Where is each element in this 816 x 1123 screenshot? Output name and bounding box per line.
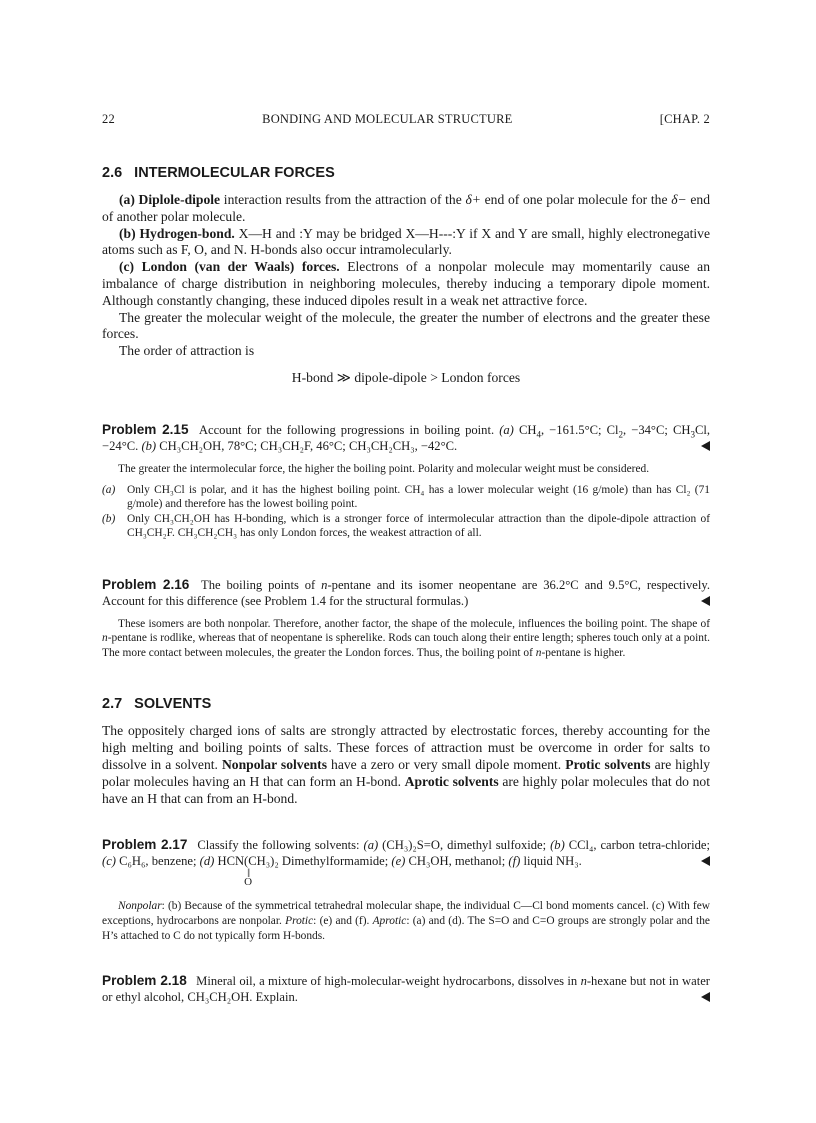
problem-2-15-statement: Problem 2.15 Account for the following progressions in boiling point. (a) $CH_4$, −161.5°C; $Cl_2$, −34°C; $CH_3Cl$, −24°C. (b) CH₃CH₂OH, 78°C; CH₃CH₂F, 46°C; CH₃CH₂CH₃, −42°C. bbox=[102, 421, 711, 453]
list-item: (b) Only CH₃CH₂OH has H-bonding, which is a stronger force of intermolecular attraction than the dipole-dipole attraction of CH₃CH₂F. CH₃CH₂CH₃ has only London forces, the weakest attraction of all. bbox=[102, 512, 710, 539]
problem-2-16-statement: Problem 2.16 The boiling points of n-pentane and its isomer neopentane are 36.2°C and 9.5°C, respectively. Account for this difference (see Problem 1.4 for the structural formulas.) bbox=[102, 576, 711, 608]
problem-end-marker-icon bbox=[701, 441, 710, 451]
problem-2-18-statement: Problem 2.18 Mineral oil, a mixture of high-molecular-weight hydrocarbons, dissolves in n-hexane but not in water or ethyl alcohol, CH₃CH₂OH. Explain. bbox=[102, 973, 710, 1005]
chapter-label: [CHAP. 2 bbox=[659, 112, 710, 126]
order-of-attraction: H-bond ≫ dipole-dipole > London forces bbox=[291, 369, 521, 385]
paragraph-dipole: (a) Diplole-dipole interaction results from the attraction of the δ+ end of one polar molecule for the δ− end of another polar molecule. bbox=[102, 192, 711, 224]
problem-end-marker-icon bbox=[701, 992, 710, 1002]
paragraph-london: (c) London (van der Waals) forces. Electrons of a nonpolar molecule may momentarily cause an imbalance of charge distribution in neighboring molecules, thereby inducing a temporary dipole moment. Although constantly changing, these induced dipoles result in a weak net attractive force. bbox=[102, 259, 710, 308]
paragraph-solvents: The oppositely charged ions of salts are strongly attracted by electrostatic forces, thereby accounting for the high melting and boiling points of salts. These forces of attraction must be overcome in order for salts to dissolve in a solvent. Nonpolar solvents have a zero or very small dipole moment. Protic solvents are highly polar molecules having an H that can form an H-bond. Aprotic solvents are highly polar molecules that do not have an H that can from an H-bond. bbox=[102, 723, 711, 806]
section-heading-2-7: 2.7 SOLVENTS bbox=[102, 696, 212, 713]
page-number: 22 bbox=[102, 112, 115, 126]
paragraph-molecular-weight: The greater the molecular weight of the molecule, the greater the number of electrons and the greater these forces. bbox=[102, 309, 710, 342]
problem-end-marker-icon bbox=[701, 856, 710, 866]
problem-end-marker-icon bbox=[701, 596, 710, 606]
problem-2-17-answer: Nonpolar: (b) Because of the symmetrical tetrahedral molecular shape, the individual C—Cl bond moments cancel. (c) With few exceptions, hydrocarbons are nonpolar. Protic: (e) and (f). Aprotic: (a) and (d). The S=O and C=O groups are strongly polar and the H’s attached to C do not typically form H-bonds. bbox=[102, 900, 710, 942]
running-header bbox=[102, 112, 710, 127]
paragraph-order: The order of attraction is bbox=[119, 343, 255, 359]
problem-2-17-statement: Problem 2.17 Classify the following solvents: (a) (CH₃)₂S=O, dimethyl sulfoxide; (b) CCl₄, carbon tetra-chloride; (c) C₆H₆, benzene; (d) HCN(CH₃)₂ || O Dimethylformamide; (e) CH₃OH, methanol; (f) liquid NH₃. bbox=[102, 837, 710, 889]
problem-2-16-answer: These isomers are both nonpolar. Therefore, another factor, the shape of the molecule, influences the boiling point. The shape of n-pentane is rodlike, whereas that of neopentane is spherelike. Rods can touch along their entire length; spheres touch only at a point. The more contact between molecules, the greater the London forces. Thus, the boiling point of n-pentane is higher. bbox=[102, 617, 710, 659]
dmf-formula: HCN(CH₃)₂ || O bbox=[217, 854, 279, 889]
section-heading-2-6: 2.6 INTERMOLECULAR FORCES bbox=[102, 165, 335, 181]
paragraph-hbond: (b) Hydrogen-bond. X—H and :Y may be bridged X—H---:Y if X and Y are small, highly electronegative atoms such as F, O, and N. H-bonds also occur intramolecularly. bbox=[102, 225, 710, 258]
problem-2-15-answer: The greater the intermolecular force, the higher the boiling point. Polarity and molecular weight must be considered. bbox=[118, 462, 650, 475]
running-title: BONDING AND MOLECULAR STRUCTURE bbox=[262, 112, 513, 126]
page bbox=[102, 112, 710, 1005]
problem-2-15-items bbox=[102, 483, 710, 540]
list-item: (a) Only CH₃Cl is polar, and it has the highest boiling point. CH₄ has a lower molecular weight (16 g/mole) than has Cl₂ (71 g/mole) and therefore has the lowest boiling point. bbox=[102, 483, 710, 510]
